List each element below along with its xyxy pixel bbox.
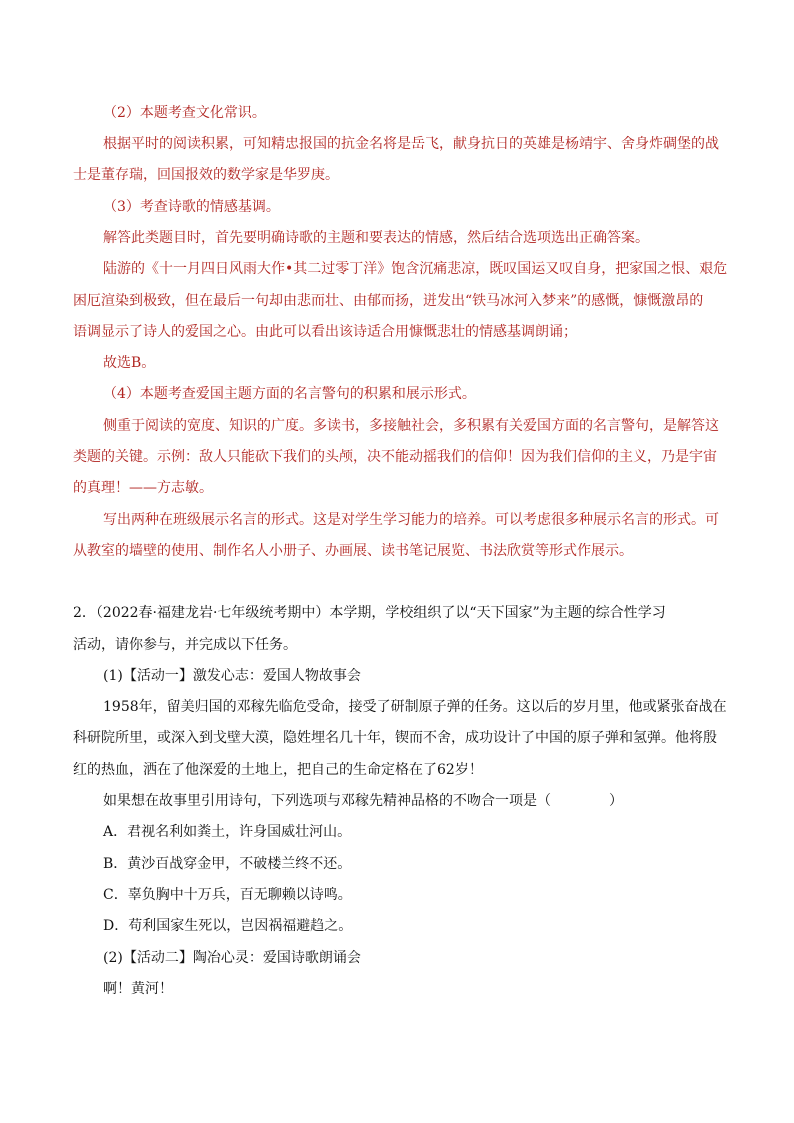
question-prompt-text: 如果想在故事里引用诗句，下列选项与邓稼先精神品格的不吻合一项是（ [103, 793, 551, 809]
analysis-subpart-4-heading: （4）本题考查爱国主题方面的名言警句的积累和展示形式。 [103, 386, 476, 402]
option-c: C．辜负胸中十万兵，百无聊赖以诗鸣。 [103, 887, 352, 903]
option-d: D．苟利国家生死以，岂因祸福避趋之。 [103, 918, 353, 934]
analysis-text-line: 语调显示了诗人的爱国之心。由此可以看出该诗适合用慷慨悲壮的情感基调朗诵； [73, 324, 577, 340]
analysis-text-line: 类题的关键。示例：敌人只能砍下我们的头颅，决不能动摇我们的信仰！因为我们信仰的主义，乃是宇宙 [73, 449, 717, 465]
story-text-line: 科研院所里，或深入到戈壁大漠，隐姓埋名几十年，锲而不舍，成功设计了中国的原子弹和氢弹。他将殷 [73, 730, 717, 746]
analysis-answer-line: 故选B。 [103, 355, 156, 371]
poem-line: 啊！黄河！ [103, 981, 173, 997]
analysis-text-line: 陆游的《十一月四日风雨大作•其二过零丁洋》饱含沉痛悲凉，既叹国运又叹自身，把家国之恨、艰危 [103, 261, 728, 277]
question-prompt-close: ） [609, 793, 623, 809]
analysis-subpart-2-heading: （2）本题考查文化常识。 [103, 105, 266, 121]
analysis-text-line: 解答此类题目时，首先要明确诗歌的主题和要表达的情感，然后结合选项选出正确答案。 [103, 230, 649, 246]
option-a: A．君视名利如粪土，许身国威壮河山。 [103, 824, 352, 840]
question-prompt [103, 791, 623, 811]
question-2-intro: 活动，请你参与，并完成以下任务。 [73, 637, 297, 653]
analysis-subpart-3-heading: （3）考查诗歌的情感基调。 [103, 199, 280, 215]
analysis-text-line: 士是董存瑞，回国报效的数学家是华罗庚。 [73, 167, 339, 183]
analysis-text-line: 从教室的墙壁的使用、制作名人小册子、办画展、读书笔记展览、书法欣赏等形式作展示。 [73, 543, 633, 559]
analysis-text-line: 困厄渲染到极致，但在最后一句却由悲而壮、由郁而扬，迸发出“铁马冰河入梦来”的感慨，慷慨激昂的 [73, 293, 704, 309]
activity-1-title: (1)【活动一】激发心志：爱国人物故事会 [103, 668, 361, 684]
option-b: B．黄沙百战穿金甲，不破楼兰终不还。 [103, 856, 352, 872]
analysis-text-line: 侧重于阅读的宽度、知识的广度。多读书，多接触社会，多积累有关爱国方面的名言警句，是解答这 [103, 418, 719, 434]
analysis-text-line: 写出两种在班级展示名言的形式。这是对学生学习能力的培养。可以考虑很多种展示名言的形式。可 [103, 512, 719, 528]
story-text-line: 红的热血，洒在了他深爱的土地上，把自己的生命定格在了62岁！ [73, 762, 483, 778]
question-2-intro: 2．（2022春·福建龙岩·七年级统考期中）本学期，学校组织了以“天下国家”为主题的综合性学习 [73, 605, 666, 621]
activity-2-title: (2)【活动二】陶冶心灵：爱国诗歌朗诵会 [103, 950, 361, 966]
analysis-text-line: 的真理！——方志敏。 [73, 480, 213, 496]
analysis-text-line: 根据平时的阅读积累，可知精忠报国的抗金名将是岳飞，献身抗日的英雄是杨靖宇、舍身炸碉堡的战 [103, 136, 719, 152]
story-text-line: 1958年，留美归国的邓稼先临危受命，接受了研制原子弹的任务。这以后的岁月里，他或紧张奋战在 [103, 699, 727, 715]
